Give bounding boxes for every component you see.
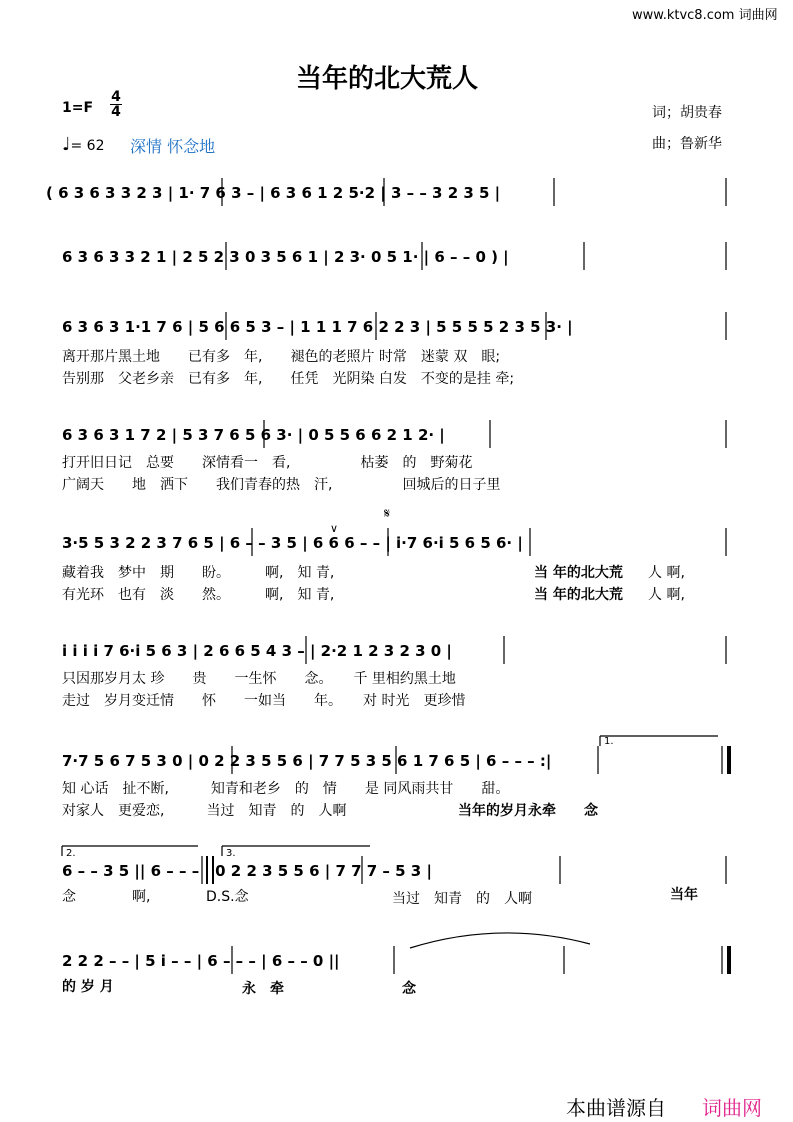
volta-1-label: 1. — [604, 736, 614, 747]
time-top: 4 — [111, 89, 121, 105]
system-5-bold-lyric-1: 当 年的北大荒 — [534, 565, 623, 581]
footer-source: 本曲谱源自 — [566, 1096, 666, 1120]
system-3-lyric-2: 告别那 父老乡亲 已有多 年, 任凭 光阴染 白发 不变的是挂 牵; — [62, 371, 515, 387]
system-5-tail-lyric-2: 人 啊, — [648, 587, 685, 603]
system-9-bold-lyric-1: 的 岁 月 — [62, 979, 114, 995]
system-9-bold-lyric-2: 永 牵 — [242, 981, 284, 997]
system-5-tail-lyric-1: 人 啊, — [648, 565, 685, 581]
system-5-bold-lyric-2: 当 年的北大荒 — [534, 587, 623, 603]
system-5-lyric-1: 藏着我 梦中 期 盼。 啊, 知 青, — [62, 565, 335, 581]
volta-3-label: 3. — [226, 848, 236, 859]
segno-sign: 𝄋 — [384, 506, 391, 522]
composer-credit: 曲；鲁新华 — [652, 136, 722, 152]
system-4-lyric-2: 广阔天 地 洒下 我们青春的热 汗, 回城后的日子里 — [62, 477, 501, 493]
lyricist-credit: 词；胡贵春 — [652, 105, 722, 121]
system-4-lyric-1: 打开旧日记 总要 深情看一 看, 枯萎 的 野菊花 — [62, 455, 473, 471]
tempo-expression: 深情 怀念地 — [130, 137, 216, 156]
system-8-notes: 6 – – 3 5 || 6 – – – | 0 2 2 3 5 5 6 | 7 7 7 – 5 3 | — [62, 862, 432, 880]
system-5-notes: 3·5 5 3 2 2 3 7 6 5 | 6 – – 3 5 | 6 6 6 – – | i·7 6·i 5 6 5 6· | — [62, 534, 523, 552]
breath-mark: ∨ — [330, 522, 339, 535]
song-title: 当年的北大荒人 — [296, 64, 479, 94]
key-signature: 1=F — [62, 100, 94, 116]
system-1-notes: ( 6 3 6 3 3 2 3 | 1· 7 6 3 – | 6 3 6 1 2 5·2 | 3 – – 3 2 3 5 | — [46, 184, 501, 202]
time-bottom: 4 — [111, 104, 121, 120]
footer-site-link[interactable]: 词曲网 — [702, 1096, 762, 1120]
system-2-notes: 6 3 6 3 3 2 1 | 2 5 2 3 0 3 5 6 1 | 2 3· 0 5 1· | 6 – – 0 ) | — [62, 248, 509, 266]
system-3-notes: 6 3 6 3 1·1 7 6 | 5 6 6 5 3 – | 1 1 1 7 6 2 2 3 | 5 5 5 5 2 3 5 3· | — [62, 318, 573, 336]
watermark: www.ktvc8.com 词曲网 — [632, 8, 778, 23]
system-6-notes: i i i i 7 6·i 5 6 3 | 2 6 6 5 4 3 – | 2·2 1 2 3 2 3 0 | — [62, 642, 452, 660]
volta-2-label: 2. — [66, 848, 76, 859]
system-6-lyric-2: 走过 岁月变迁情 怀 一如当 年。 对 时光 更珍惜 — [62, 693, 466, 709]
system-8-bold-lyric: 当年 — [670, 887, 698, 903]
system-6-lyric-1: 只因那岁月太 珍 贵 一生怀 念。 千 里相约黑土地 — [62, 671, 456, 687]
system-4-notes: 6 3 6 3 1 7 2 | 5 3 7 6 5 6 3· | 0 5 5 6 6 2 1 2· | — [62, 426, 445, 444]
system-7-notes: 7·7 5 6 7 5 3 0 | 0 2 2 3 5 5 6 | 7 7 5 3 5 6 1 7 6 5 | 6 – – – :| — [62, 752, 552, 770]
system-3-lyric-1: 离开那片黑土地 已有多 年, 褪色的老照片 时常 迷蒙 双 眼; — [62, 349, 501, 365]
system-8-lyric-a: 念 啊, — [62, 889, 151, 905]
tempo-value: = 62 — [70, 138, 105, 154]
system-9-notes: 2 2 2 – – | 5 i – – | 6 – – – | 6 – – 0 || — [62, 952, 340, 970]
system-8-lyric-ds: D.S.念 — [206, 889, 249, 905]
system-8-lyric-b: 当过 知青 的 人啊 — [392, 891, 532, 907]
system-7-bold-lyric-2: 当年的岁月永牵 念 — [458, 803, 598, 819]
quarter-note-icon: ♩ — [62, 134, 71, 155]
system-7-lyric-2: 对家人 更爱恋, 当过 知青 的 人啊 — [62, 803, 347, 819]
system-5-lyric-2: 有光环 也有 淡 然。 啊, 知 青, — [62, 587, 335, 603]
system-9-bold-lyric-3: 念 — [402, 981, 416, 997]
system-7-lyric-1: 知 心话 扯不断, 知青和老乡 的 情 是 同风雨共甘 甜。 — [62, 781, 510, 797]
